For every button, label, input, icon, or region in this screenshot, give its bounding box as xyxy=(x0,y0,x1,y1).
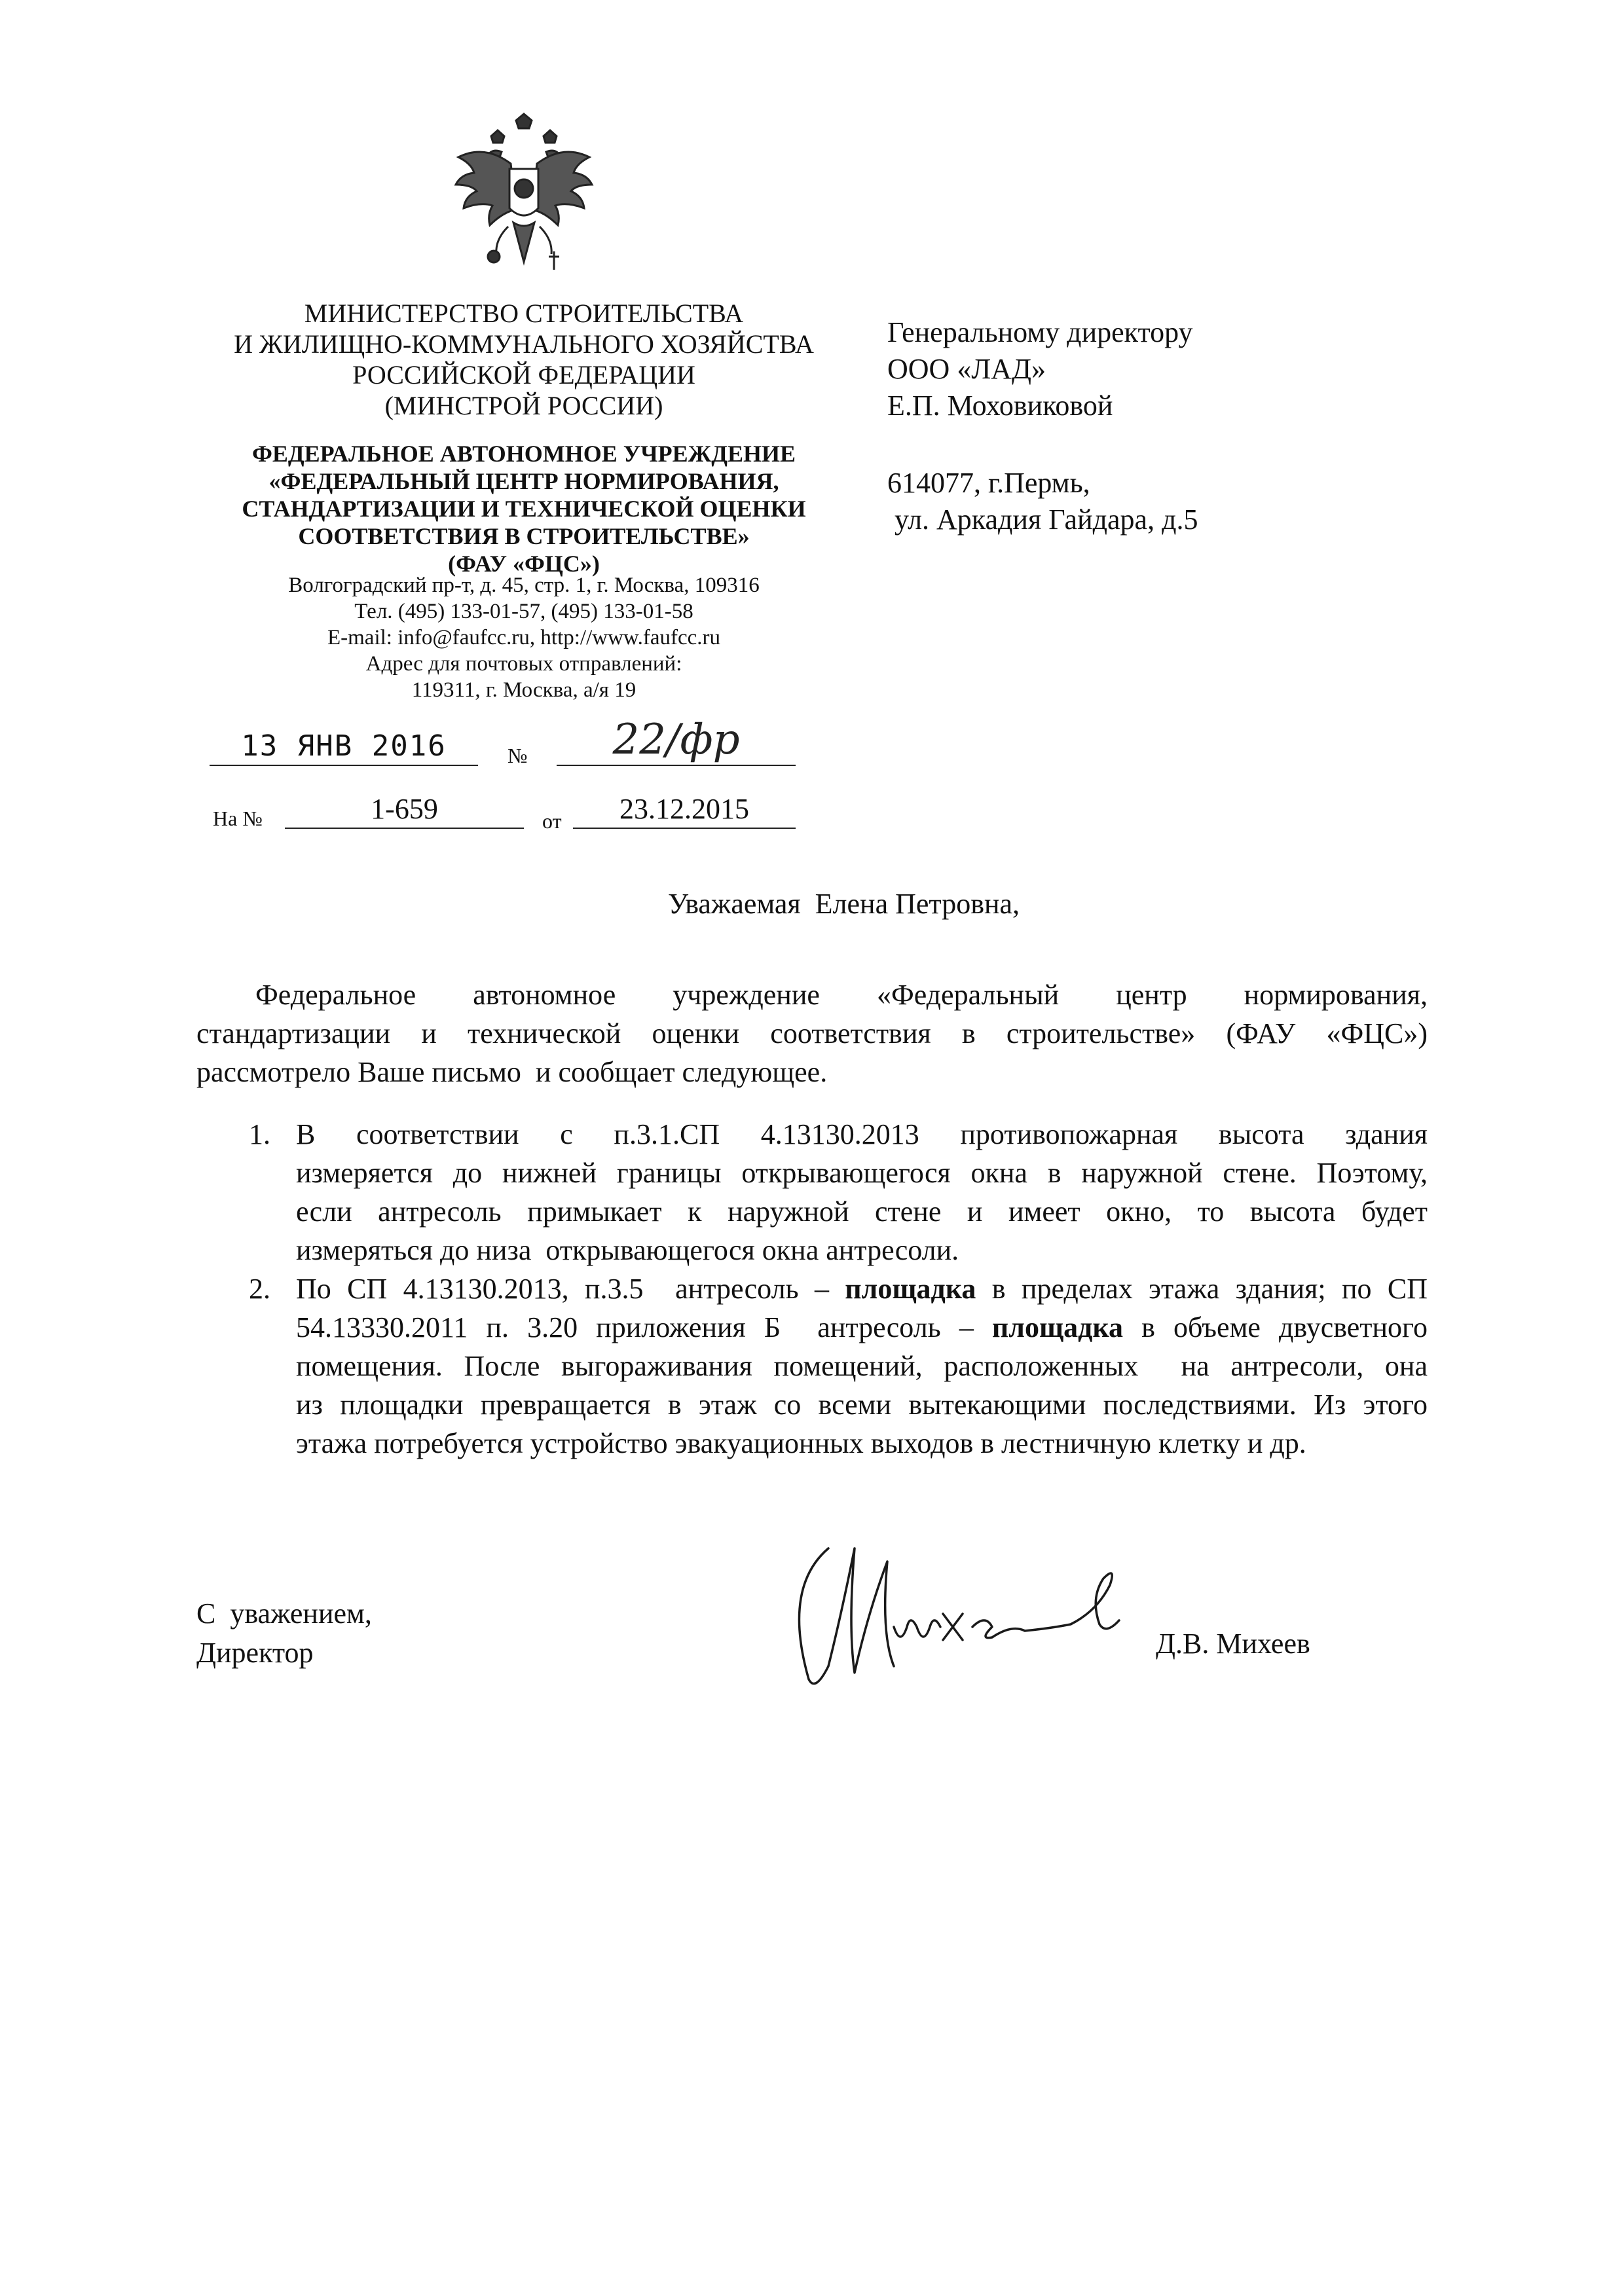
outgoing-date-stamp: 13 ЯНВ 2016 xyxy=(210,728,478,766)
ministry-line: РОССИЙСКОЙ ФЕДЕРАЦИИ xyxy=(352,360,695,390)
organization-name xyxy=(216,440,832,577)
organization-line: СООТВЕТСТВИЯ В СТРОИТЕЛЬСТВЕ» xyxy=(298,523,750,549)
paragraph-line: из площадки превращается в этаж со всеми вытекающими последствиями. Из этого xyxy=(296,1389,1428,1421)
russian-coat-of-arms-icon xyxy=(445,111,602,288)
text-run: 54.13330.2011 п. 3.20 приложения Б антресоль – xyxy=(296,1311,992,1343)
list-item-text xyxy=(296,1115,1428,1269)
text-run: в пределах этажа здания; по СП xyxy=(976,1273,1428,1305)
addressee-line: Е.П. Моховиковой xyxy=(887,390,1113,422)
list-item-text xyxy=(296,1269,1428,1463)
bold-term: площадка xyxy=(845,1273,976,1305)
paragraph-line: этажа потребуется устройство эвакуационных выходов в лестничную клетку и др. xyxy=(296,1427,1306,1459)
reply-number: 1-659 xyxy=(285,791,524,829)
closing-block xyxy=(196,1594,372,1673)
text-run: в объеме двусветного xyxy=(1123,1311,1428,1343)
outgoing-number-label: № xyxy=(507,744,528,767)
reply-date-label: от xyxy=(542,809,562,833)
ministry-line: МИНИСТЕРСТВО СТРОИТЕЛЬСТВА xyxy=(304,299,744,328)
ministry-line: И ЖИЛИЩНО-КОММУНАЛЬНОГО ХОЗЯЙСТВА xyxy=(234,329,814,359)
paragraph-line: Федеральное автономное учреждение «Федеральный центр нормирования, xyxy=(255,979,1428,1011)
organization-line: ФЕДЕРАЛЬНОЕ АВТОНОМНОЕ УЧРЕЖДЕНИЕ xyxy=(251,441,796,467)
organization-line: «ФЕДЕРАЛЬНЫЙ ЦЕНТР НОРМИРОВАНИЯ, xyxy=(268,468,779,494)
address-line: 614077, г.Пермь, xyxy=(887,467,1090,499)
reply-number-label: На № xyxy=(213,807,263,830)
address-line: ул. Аркадия Гайдара, д.5 xyxy=(887,503,1198,536)
paragraph-line: стандартизации и технической оценки соответствия в строительстве» (ФАУ «ФЦС») xyxy=(196,1017,1428,1049)
signer-title: Директор xyxy=(196,1637,314,1669)
ministry-line: (МИНСТРОЙ РОССИИ) xyxy=(384,391,663,420)
contact-postal-address: 119311, г. Москва, а/я 19 xyxy=(411,678,637,702)
addressee-line: ООО «ЛАД» xyxy=(887,353,1046,385)
paragraph-line: измеряться до низа открывающегося окна антресоли. xyxy=(296,1234,959,1266)
contact-phone: Тел. (495) 133-01-57, (495) 133-01-58 xyxy=(354,600,693,623)
addressee-address xyxy=(887,465,1198,538)
organization-line: (ФАУ «ФЦС») xyxy=(448,551,600,577)
paragraph-line xyxy=(296,1269,1428,1308)
paragraph-line xyxy=(296,1308,1428,1347)
paragraph-line: если антресоль примыкает к наружной стене и имеет окно, то высота будет xyxy=(296,1195,1428,1228)
reply-date: 23.12.2015 xyxy=(573,791,796,829)
text-run: По СП 4.13130.2013, п.3.5 антресоль – xyxy=(296,1273,845,1305)
list-item-number: 1. xyxy=(249,1118,270,1150)
signer-name: Д.В. Михеев xyxy=(1156,1628,1310,1660)
ministry-header xyxy=(216,298,832,421)
addressee-line: Генеральному директору xyxy=(887,316,1193,348)
paragraph-line: рассмотрело Ваше письмо и сообщает следующее. xyxy=(196,1056,828,1088)
organization-line: СТАНДАРТИЗАЦИИ И ТЕХНИЧЕСКОЙ ОЦЕНКИ xyxy=(242,496,806,522)
handwritten-signature xyxy=(783,1522,1149,1705)
outgoing-number: 22/фр xyxy=(612,716,740,764)
greeting: Уважаемая Елена Петровна, xyxy=(668,888,1020,920)
contact-address: Волгоградский пр-т, д. 45, стр. 1, г. Москва, 109316 xyxy=(288,574,760,597)
bold-term: площадка xyxy=(991,1311,1124,1343)
paragraph-line: измеряется до нижней границы открывающегося окна в наружной стене. Поэтому, xyxy=(296,1157,1428,1189)
contact-postal-label: Адрес для почтовых отправлений: xyxy=(365,652,682,676)
intro-paragraph xyxy=(196,975,1428,1091)
addressee-block xyxy=(887,314,1193,424)
closing-line: С уважением, xyxy=(196,1597,372,1630)
list-item-number: 2. xyxy=(249,1273,270,1305)
organization-contacts xyxy=(216,572,832,703)
contact-email: E-mail: info@faufcc.ru, http://www.faufcc.ru xyxy=(327,626,721,649)
paragraph-line: помещения. После выгораживания помещений, расположенных на антресоли, она xyxy=(296,1350,1428,1382)
paragraph-line: В соответствии с п.3.1.СП 4.13130.2013 противопожарная высота здания xyxy=(296,1118,1428,1150)
